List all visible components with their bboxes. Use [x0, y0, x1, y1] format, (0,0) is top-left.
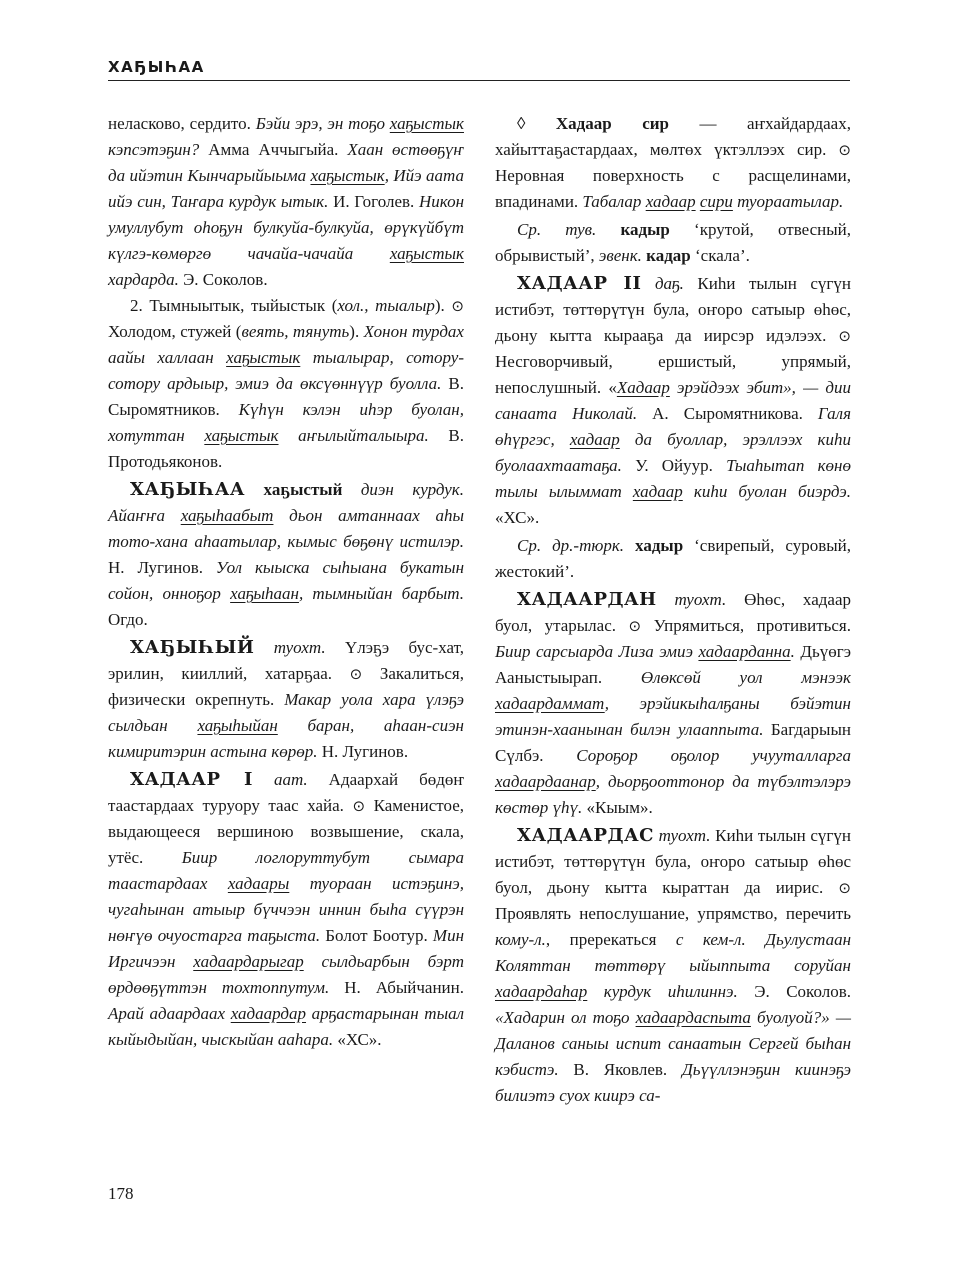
- source-citation: Н. Лугинов.: [108, 558, 216, 577]
- entry-khadaar-2: ХАДААР II даҕ. Киһи тылын сүгүн истибэт, төттөрүтүн була, оҥоро сатыыр өһөс, дьону кытта кырааҕа да иирсэр идэлээх. ⊙ Несговорчивый, ершистый, упрямый, непослушный. «Хадаар эрэйдээх эбит», — дии санаата Николай. А. Сыромятникова. Галя өһүргэс, хадаар да буоллар, эрэллээх киһи буолаахтаатаҕа. У. Ойуур. Тыаһытап көнө тылы ылыммат хадаар киһи буолан биэрдэ. «ХС».: [495, 273, 851, 527]
- source-citation: Амма Аччыгыйа.: [208, 140, 348, 159]
- entry-khadaardas: ХАДААРДАС туохт. Киһи тылын сүгүн истибэт, төттөрүтүн була, оҥоро сатыыр өһөс буол, дьону кытта кыраттан да иирис. ⊙ Проявлять непослушание, упрямство, перечить кому-л., пререкаться с кем-л. Дьулустаан Коляттан төттөрү ыйыппыта соруйан хадаардаһар курдук иһилиннэ. Э. Соколов. «Хадарин ол тоҕо хадаардаспыта буолуой?» — Даланов саныы испит санаатын Сергей быһан кэбистэ. В. Яковлев. Дьүүллэнэҕин киинэҕэ билиэтэ суох киирэ са-: [495, 825, 852, 1105]
- source-citation: Э. Соколов.: [754, 982, 851, 1001]
- entry-khadaar-1: ХАДААР I аат. Адаархай бөдөҥ таастардаах туруору таас хайа. ⊙ Каменистое, выдающееся вершиною возвышение, скала, утёс. Биир логлоруттубут сымара таастардаах хадаары туораан истэҕинэ, чугаһынан атыыр бүччээн иннин быһа сүүрэн нөҥүө очуостарга таҕыста. Болот Боотур. Мин Иргичээн хадаардарыгар сылдьарбын бэрт өрдөөҕүттэн тохтоппутум. Н. Абыйчанин. Арай адаардаах хадаардар арҕастарынан тыал кыйыдыйан, чыскыйан ааһара. «ХС».: [108, 769, 465, 1049]
- translation-marker-icon: ⊙: [352, 797, 366, 815]
- running-header: [108, 56, 850, 81]
- translation-marker-icon: ⊙: [451, 297, 464, 315]
- right-column: [495, 111, 851, 1109]
- headword-occurrence: хаҕыстык: [204, 426, 279, 445]
- translation-marker-icon: ⊙: [838, 879, 851, 897]
- headword-occurrence: хадаар: [632, 482, 683, 501]
- source-citation: Н. Абыйчанин.: [344, 978, 464, 997]
- source-citation: Болот Боотур.: [325, 926, 433, 945]
- headword-occurrence: хадаардаммат: [495, 694, 605, 713]
- entry-headword: ХАДААРДАС: [517, 825, 654, 846]
- source-citation: Э. Соколов.: [183, 270, 268, 289]
- left-column: [108, 111, 464, 1053]
- headword-occurrence: хадаардаһар: [495, 982, 588, 1001]
- translation-marker-icon: ⊙: [349, 665, 363, 683]
- headword-occurrence: хадаарданна: [698, 642, 791, 661]
- source-citation: И. Гоголев.: [333, 192, 419, 211]
- source-citation: Н. Лугинов.: [321, 742, 409, 761]
- entry-headword: ХАДААР I: [130, 769, 253, 790]
- headword-occurrence: Хадаар: [616, 378, 670, 397]
- source-citation: А. Сыромятникова.: [652, 404, 818, 423]
- entry-continuation: неласково, сердито. Бэйи эрэ, эн тоҕо хаҕыстык кэпсэтэҕин? Амма Аччыгыйа. Хаан өстөөҕүҥ да ийэтин Кынчарыйыыма хаҕыстык, Ийэ аата ийэ син, Таҥара курдук ытык. И. Гоголев. Никон умуллубут оһоҕун булкуйа-булкуйа, өрүкүйбүт күлгэ-көмөргө чачайа-чачайа хаҕыстык хардарда. Э. Соколов.: [108, 114, 464, 289]
- headword-occurrence: сири: [699, 192, 733, 211]
- source-citation: В. Яковлев.: [573, 1060, 682, 1079]
- headword-occurrence: хаҕыһаан: [230, 584, 299, 603]
- etymology-note: Ср. др.-тюрк. хадыр ‘свирепый, суровый, жестокий’.: [495, 536, 851, 581]
- source-citation: У. Ойуур.: [635, 456, 727, 475]
- headword-occurrence: хаҕыстык: [389, 244, 464, 263]
- translation-marker-icon: ⊙: [838, 141, 851, 159]
- headword-occurrence: хадаар: [645, 192, 696, 211]
- source-citation: Багдарыын Сүлбэ.: [495, 720, 851, 765]
- headword-occurrence: хадаардаанар: [495, 772, 596, 791]
- entry-headword: ХАҔЫҺАА: [130, 479, 246, 500]
- headword-occurrence: хаҕыстык: [389, 114, 464, 133]
- source-citation: «Кыым».: [586, 798, 653, 817]
- entry-headword: ХАҔЫҺЫЙ: [130, 637, 255, 658]
- headword-occurrence: хаҕыһаабыт: [180, 506, 274, 525]
- headword-occurrence: хадаары: [227, 874, 290, 893]
- source-citation: В. Сыромятников.: [108, 374, 464, 419]
- headword-occurrence: хадаар: [569, 430, 620, 449]
- entry-khagyhaa: ХАҔЫҺАА хаҕыстый диэн курдук. Айаҥҥа хаҕыһаабыт дьон амтаннаах аһы тото-хана аһаатылар, кымыс бөҕөнү истилэр. Н. Лугинов. Уол кыыска сыһыана букатын сойон, онноҕор хаҕыһаан, тымныйан барбыт. Огдо.: [108, 479, 464, 629]
- headword-occurrence: хадаардарыгар: [193, 952, 304, 971]
- headword-occurrence: хаҕыһыйан: [197, 716, 278, 735]
- running-header-title: ХАҔЫҺАА: [108, 58, 205, 76]
- source-citation: Огдо.: [108, 610, 148, 629]
- entry-headword: ХАДААРДАН: [517, 589, 657, 610]
- entry-khagyhyi: ХАҔЫҺЫЙ туохт. Үлэҕэ бус-хат, эрилин, кииллий, хатарҕаа. ⊙ Закалиться, физически окрепнуть. Макар уола хара үлэҕэ сылдьан хаҕыһыйан баран, аһаан-сиэн кимиритэрин астына көрөр. Н. Лугинов.: [108, 637, 464, 761]
- translation-marker-icon: ⊙: [838, 327, 851, 345]
- page-number: 178: [108, 1184, 134, 1203]
- headword-occurrence: хаҕыстык: [226, 348, 301, 367]
- entry-khadaardan: ХАДААРДАН туохт. Өһөс, хадаар буол, утарылас. ⊙ Упрямиться, противиться. Биир сарсыарда Лиза эмиэ хадаарданна. Дьүөгэ Ааныстыырап. Өлөксөй уол мэнээк хадаардаммат, эрэйикыһалҕаны бэйэтин этинэн-хаанынан билэн улааппыта. Багдарыын Сүлбэ. Сороҕор оҕолор учууталларга хадаардаанар, дьорҕооттонор да түбэлтэлэрэ көстөр үһү. «Кыым».: [495, 589, 852, 817]
- source-citation: «ХС».: [337, 1030, 382, 1049]
- entry-headword: ХАДААР II: [517, 273, 642, 294]
- source-citation: Дьүөгэ Ааныстыырап.: [495, 642, 852, 687]
- sense-2: 2. Тымныытык, тыйыстык (хол., тыалыр). ⊙ Холодом, стужей (веять, тянуть). Хонон турдах аайы халлаан хаҕыстык тыалырар, сотору-сотору ардыыр, эмиэ да өксүөннүүр буолла. В. Сыромятников. Күһүн кэлэн иһэр буолан, хотуттан хаҕыстык аҥылыйталыыра. В. Протодьяконов.: [108, 296, 465, 471]
- headword-occurrence: хаҕыстык: [310, 166, 385, 185]
- headword-occurrence: хадаардаспыта: [635, 1008, 751, 1027]
- idiom-marker-icon: ◊: [517, 114, 556, 133]
- source-citation: «ХС».: [495, 508, 540, 527]
- etymology-note: Ср. тув. кадыр ‘крутой, отвесный, обрывистый’, эвенк. кадар ‘скала’.: [495, 220, 852, 265]
- headword-occurrence: хадаардар: [230, 1004, 307, 1023]
- source-citation: В. Протодьяконов.: [108, 426, 465, 471]
- translation-marker-icon: ⊙: [628, 617, 642, 635]
- idiom-khadaar-sir: ◊ Хадаар сир — аҥхайдардаах, хайыттаҕастардаах, мөлтөх үктэллээх сир. ⊙ Неровная поверхность с расщелинами, впадинами. Табалар хадаар сири туораатылар.: [495, 114, 851, 211]
